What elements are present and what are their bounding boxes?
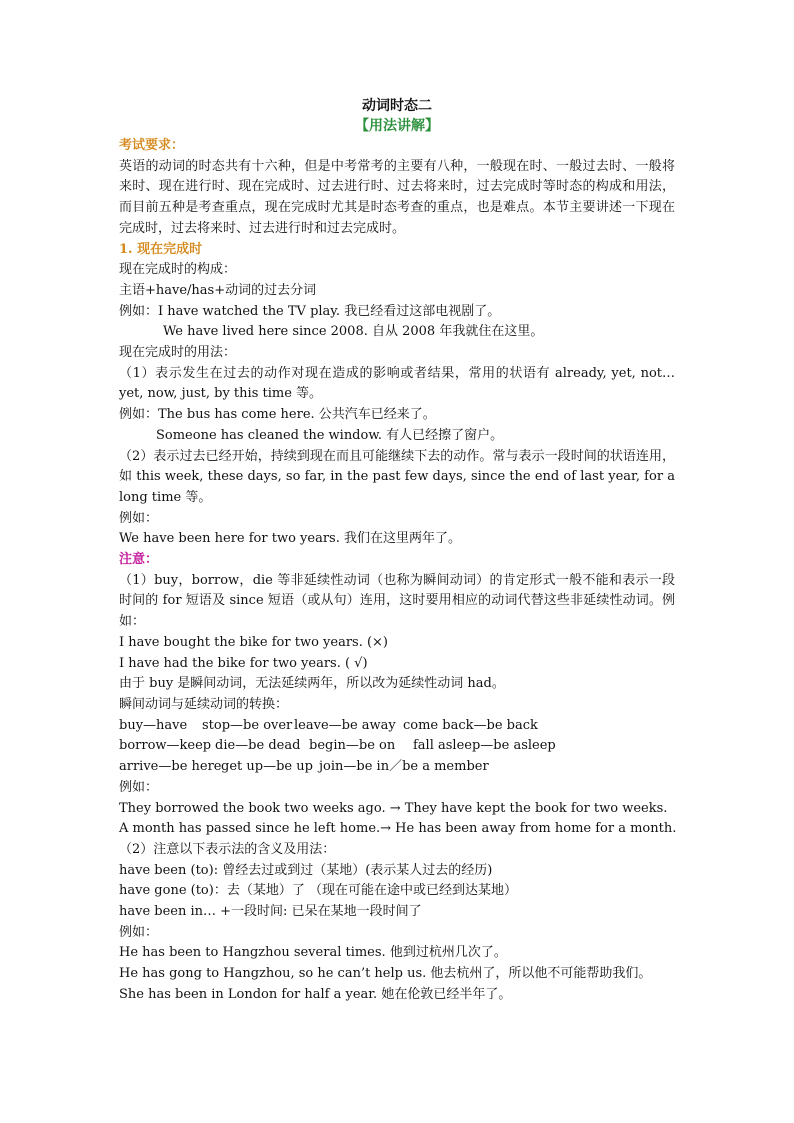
- example-4a: They borrowed the book two weeks ago. → They have kept the book for two weeks.: [119, 800, 668, 816]
- conversion-pair: fall asleep—be asleep: [413, 738, 556, 754]
- doc-subtitle: 【用法讲解】: [355, 118, 439, 134]
- conversion-pair: stop—be over: [202, 717, 293, 733]
- usage-label: 现在完成时的用法：: [119, 345, 237, 361]
- form-rule: 主语+have/has+动词的过去分词: [119, 282, 317, 298]
- example-3: We have been here for two years. 我们在这里两年了。: [119, 531, 461, 547]
- have-gone-to: have gone (to)：去（某地）了 （现在可能在途中或已经到达某地）: [119, 883, 517, 899]
- example-5a: He has been to Hangzhou several times. 他到过杭州几次了。: [119, 945, 507, 961]
- conversion-pair: buy—have: [119, 717, 188, 733]
- example-2a: 例如：The bus has come here. 公共汽车已经来了。: [119, 407, 436, 423]
- intro-paragraph: 英语的动词的时态共有十六种，但是中考常考的主要有八种，一般现在时、一般过去时、一般将来时、现在进行时、现在完成时、过去进行时、过去将来时，过去完成时等时态的构成和用法，而目前五种是考查重点，现在完成时尤其是时态考查的重点，也是难点。本节主要讲述一下现在完成时，过去将来时、过去进行时和过去完成时。: [119, 158, 675, 236]
- usage-1: （1）表示发生在过去的动作对现在造成的影响或者结果，常用的状语有 already, yet, not…yet, now, just, by this time 等。: [119, 365, 675, 402]
- conversion-pair: get up—be up: [221, 759, 313, 775]
- example-4-label: 例如：: [119, 779, 159, 795]
- example-5c: She has been in London for half a year. 她在伦敦已经半年了。: [119, 986, 512, 1002]
- have-been-in: have been in… +一段时间: 已呆在某地一段时间了: [119, 904, 422, 920]
- document-page: [119, 96, 675, 1006]
- example-5-label: 例如：: [119, 924, 159, 940]
- conversion-row: [119, 757, 675, 778]
- section-present-perfect-heading: 1. 现在完成时: [119, 241, 203, 257]
- note-heading: 注意：: [119, 552, 159, 568]
- conversion-label: 瞬间动词与延续动词的转换：: [119, 696, 289, 712]
- note-1: （1）buy，borrow，die 等非延续性动词（也称为瞬间动词）的肯定形式一般不能和表示一段时间的 for 短语及 since 短语（或从句）连用，这时要用相应的动词代替这些非延续性动词。例如：: [119, 572, 675, 630]
- conversion-pair: borrow—keep: [119, 738, 212, 754]
- example-4b: A month has passed since he left home.→ He has been away from home for a month.: [119, 821, 677, 837]
- example-1a: 例如：I have watched the TV play. 我已经看过这部电视剧了。: [119, 303, 501, 319]
- example-2b: Someone has cleaned the window. 有人已经擦了窗户。: [156, 427, 504, 443]
- wrong-example: I have bought the bike for two years. (×): [119, 634, 389, 650]
- conversion-pair: arrive—be here: [119, 759, 222, 775]
- conversion-pair: die—be dead: [215, 738, 301, 754]
- conversion-row: [119, 736, 675, 757]
- example-1b: We have lived here since 2008. 自从 2008 年我就住在这里。: [163, 324, 544, 340]
- form-label: 现在完成时的构成：: [119, 262, 237, 278]
- conversion-pair: join—be in／be a member: [319, 759, 489, 775]
- have-been-to: have been (to): 曾经去过或到过（某地）(表示某人过去的经历): [119, 862, 493, 878]
- conversion-row: [119, 716, 675, 737]
- example-3-label: 例如：: [119, 510, 159, 526]
- explanation: 由于 buy 是瞬间动词，无法延续两年，所以改为延续性动词 had。: [119, 676, 505, 692]
- usage-2: （2）表示过去已经开始，持续到现在而且可能继续下去的动作。常与表示一段时间的状语连用，如 this week, these days, so far, in the past few days, since the end of last year, for a long time 等。: [119, 448, 675, 505]
- exam-requirement-heading: 考试要求：: [119, 138, 185, 153]
- example-5b: He has gong to Hangzhou, so he can’t help us. 他去杭州了，所以他不可能帮助我们。: [119, 966, 652, 982]
- conversion-pair: leave—be away: [294, 717, 396, 733]
- conversion-pair: begin—be on: [309, 738, 396, 754]
- conversion-pair: come back—be back: [403, 717, 538, 733]
- doc-title: 动词时态二: [362, 98, 432, 114]
- right-example: I have had the bike for two years. ( √): [119, 655, 368, 671]
- note-2: （2）注意以下表示法的含义及用法：: [119, 841, 336, 857]
